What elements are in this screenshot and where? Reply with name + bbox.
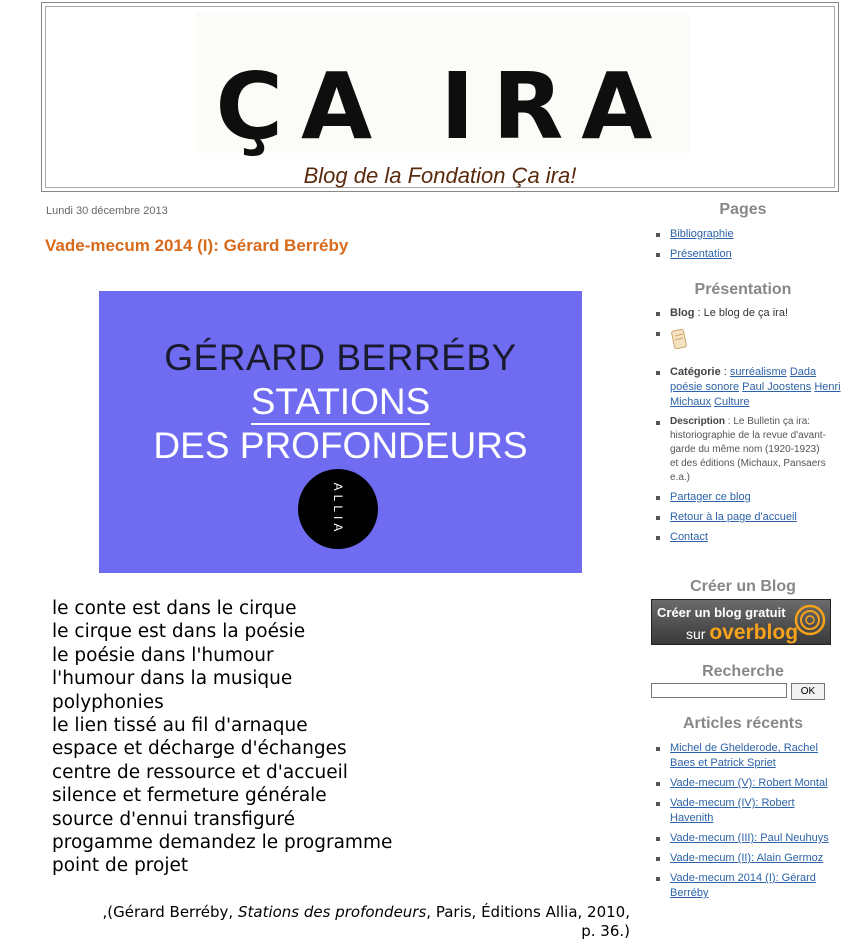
category-link[interactable]: Paul Joostens [742,381,812,393]
pages-heading: Pages [719,201,767,218]
category-link[interactable]: Henri Michaux [670,381,841,408]
poem-line: centre de ressource et d'accueil [52,761,348,783]
page-item [650,247,850,262]
citation [60,903,630,941]
cover-title-line1-text: STATIONS [251,381,431,425]
overblog-brand: overblog [709,621,799,644]
share-blog-link[interactable]: Partager ce blog [670,491,751,503]
recent-article-item [650,871,840,901]
citation-prefix: ,(Gérard Berréby, [102,903,238,921]
poem-line: silence et fermeture générale [52,785,327,807]
category-link[interactable]: Dada [789,366,817,378]
recent-article-link[interactable]: Vade-mecum 2014 (I): Gérard Berréby [670,872,816,899]
presentation-heading: Présentation [694,281,792,298]
recent-article-item [650,796,840,826]
share-item [650,490,850,505]
overblog-banner[interactable] [651,599,831,645]
overblog-sur: sur [686,626,710,642]
presentation-avatar [650,326,850,360]
presentation-categories [650,365,850,410]
poem-line: polyphonies [52,691,164,713]
blog-subtitle: Blog de la Fondation Ça ira! [303,163,577,188]
poem-line: le cirque est dans la poésie [52,621,306,643]
description-value: : Le Bulletin ça ira: historiographie de la revue d'avant-garde du même nom (1920-1923) et des éditions (Michaux, Pansaers e.a.) [670,416,826,483]
publisher-logo [298,469,378,549]
blog-logo[interactable] [196,13,690,160]
description-label: Description [670,416,726,427]
home-item [650,510,850,525]
pages-list [650,227,850,267]
search-heading: Recherche [702,663,784,680]
categorie-label: Catégorie [670,366,721,378]
avatar-icon[interactable] [670,326,688,352]
recent-article-item [650,776,840,791]
presentation-list [650,306,850,550]
overblog-line2 [686,621,798,645]
presentation-blog [650,306,850,321]
recent-article-link[interactable]: Vade-mecum (IV): Robert Havenith [670,797,795,824]
poem-line: espace et décharge d'échanges [52,738,347,760]
search-input[interactable] [651,683,787,698]
poem [52,597,392,878]
recent-article-link[interactable]: Vade-mecum (II): Alain Germoz [670,852,824,864]
recent-articles-list [650,741,840,906]
recent-article-item [650,741,840,771]
poem-line: progamme demandez le programme [52,832,393,854]
page-item [650,227,850,242]
post-date: Lundi 30 décembre 2013 [46,205,168,217]
category-link[interactable]: Culture [714,396,750,408]
citation-work: Stations des profondeurs [237,903,427,921]
categorie-sep: : [720,366,730,378]
poem-line: le lien tissé au fil d'arnaque [52,715,308,737]
poem-line: l'humour dans la musique [52,668,293,690]
book-cover-image [99,291,582,573]
logo-text: ÇA IRA [215,53,671,160]
category-link[interactable]: surréalisme [729,366,787,378]
publisher-name: ALLIA [331,482,345,536]
recent-article-item [650,851,840,866]
poem-line: le conte est dans le cirque [52,598,297,619]
blog-header [41,2,839,192]
create-blog-heading: Créer un Blog [690,578,796,595]
cover-title-line1 [99,381,582,423]
cover-title-line2: DES PROFONDEURS [153,425,528,466]
recent-article-item [650,831,840,846]
home-link[interactable]: Retour à la page d'accueil [670,511,797,523]
poem-line: le poésie dans l'humour [52,644,274,666]
poem-line: point de projet [52,855,189,877]
contact-item [650,530,850,545]
citation-page: p. 36.) [581,922,630,940]
recent-article-link[interactable]: Vade-mecum (III): Paul Neuhuys [670,832,829,844]
page-link-bibliographie[interactable]: Bibliographie [670,228,734,240]
blog-value: : Le blog de ça ira! [694,307,789,319]
overblog-line1: Créer un blog gratuit [657,605,786,620]
contact-link[interactable]: Contact [670,531,708,543]
search-ok-button[interactable]: OK [791,683,825,700]
blog-label: Blog [670,307,695,319]
presentation-description [650,415,830,485]
category-link[interactable]: poésie sonore [670,381,740,393]
recent-article-link[interactable]: Michel de Ghelderode, Rachel Baes et Patrick Spriet [670,742,818,769]
poem-line: source d'ennui transfiguré [52,808,295,830]
page-link-presentation[interactable]: Présentation [670,248,732,260]
recent-articles-heading: Articles récents [682,715,804,732]
header-frame [45,6,835,188]
overblog-swirl-icon [792,602,828,638]
recent-article-link[interactable]: Vade-mecum (V): Robert Montal [670,777,828,789]
citation-suffix: , Paris, Éditions Allia, 2010, [426,903,630,921]
cover-author: GÉRARD BERRÉBY [164,337,517,378]
post-title[interactable]: Vade-mecum 2014 (I): Gérard Berréby [45,236,349,255]
